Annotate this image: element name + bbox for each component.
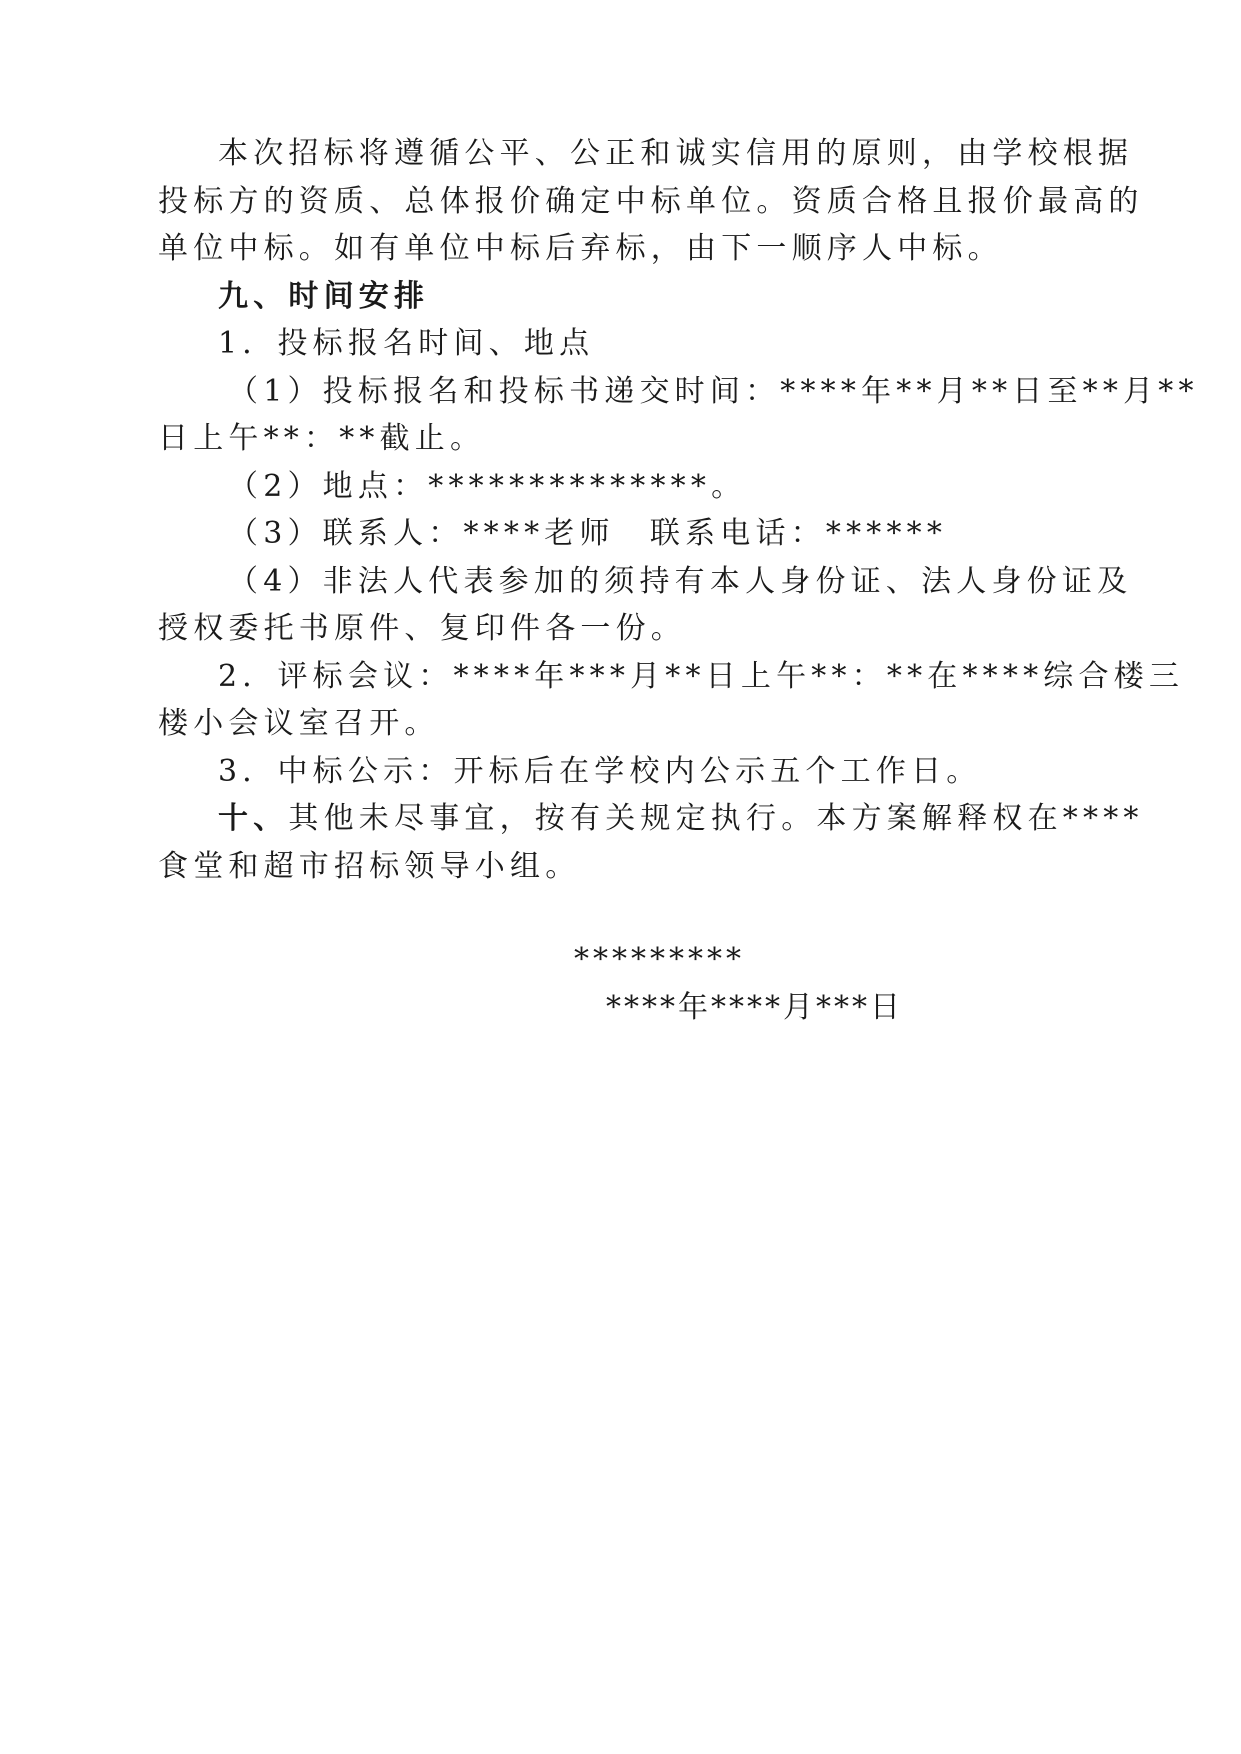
signature-date: ****年****月***日 <box>606 990 903 1025</box>
section-heading-9: 九、时间安排 <box>218 279 430 314</box>
section-10-line: 食堂和超市招标领导小组。 <box>158 849 581 884</box>
signature-organization: ********* <box>574 942 745 977</box>
item-line: 3．中标公示：开标后在学校内公示五个工作日。 <box>218 754 982 789</box>
sub-item-line: 授权委托书原件、复印件各一份。 <box>158 611 686 646</box>
paragraph-line: 投标方的资质、总体报价确定中标单位。资质合格且报价最高的 <box>158 184 1144 219</box>
sub-item-line: （2）地点：**************。 <box>228 469 747 504</box>
item-line: 楼小会议室召开。 <box>158 706 440 741</box>
sub-item-line: （4）非法人代表参加的须持有本人身份证、法人身份证及 <box>228 564 1133 599</box>
section-10-text: 其他未尽事宜，按有关规定执行。本方案解释权在**** <box>288 801 1144 836</box>
section-10-line <box>218 799 1144 839</box>
paragraph-line: 单位中标。如有单位中标后弃标，由下一顺序人中标。 <box>158 231 1003 266</box>
sub-item-line: （1）投标报名和投标书递交时间：****年**月**日至**月** <box>228 374 1199 409</box>
sub-item-line: （3）联系人：****老师 联系电话：****** <box>228 516 948 551</box>
sub-item-line: 日上午**：**截止。 <box>158 421 486 456</box>
section-heading-10: 十、 <box>218 801 289 836</box>
item-line: 2．评标会议：****年***月**日上午**：**在****综合楼三 <box>218 659 1185 694</box>
paragraph-line: 本次招标将遵循公平、公正和诚实信用的原则，由学校根据 <box>218 136 1134 171</box>
item-heading: 1．投标报名时间、地点 <box>218 326 595 361</box>
